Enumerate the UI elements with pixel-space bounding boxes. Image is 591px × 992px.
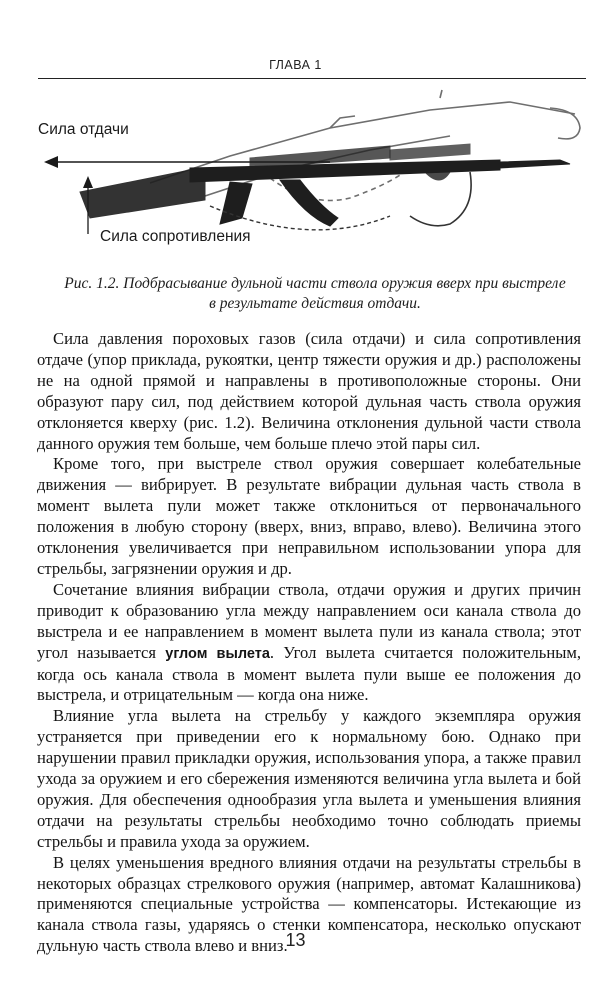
figure-caption xyxy=(60,274,570,314)
label-resistance-force: Сила сопротивления xyxy=(100,228,251,245)
resistance-arrow-head xyxy=(83,176,93,188)
caption-line-1: Рис. 1.2. Подбрасывание дульной части ствола оружия вверх при выстреле xyxy=(64,275,566,292)
running-head-chapter: ГЛАВА 1 xyxy=(269,58,322,72)
page-number: 13 xyxy=(285,930,306,950)
paragraph-5: В целях уменьшения вредного влияния отдачи на результаты стрельбы в некоторых образцах стрелкового оружия (например, автомат Калашникова) применяются специальные устройства — компенсаторы. Истекающие из канала ствола газы, ударяясь о стенки компенсатора, несколько опускают дульную часть ствола влево и вниз. xyxy=(37,852,581,956)
paragraph-1: Сила давления пороховых газов (сила отдачи) и сила сопротивления отдаче (упор приклада, рукоятки, центр тяжести оружия и др.) расположены не на одной прямой и направлены в противоположные стороны. Они образуют пару сил, под действием которой дульная часть ствола оружия отклоняется кверху (рис. 1.2). Величина отклонения дульной части ствола данного оружия тем больше, чем больше плечо этой пары сил. xyxy=(37,329,581,453)
body-text xyxy=(37,329,581,957)
figure-rifle-recoil xyxy=(30,88,586,258)
recoil-arrow-head xyxy=(44,156,58,168)
tilted-rifle-drawing xyxy=(150,90,580,201)
paragraph-2: Кроме того, при выстреле ствол оружия совершает колебательные движения — вибрирует. В результате вибрации дульная часть ствола в момент вылета пули может также отклониться от первоначального положения в любую сторону (вверх, вниз, вправо, влево). Величина этого отклонения увеличивается при неправильном использовании упора для стрельбы, загрязнении оружия и др. xyxy=(37,454,581,578)
term-departure-angle: углом вылета xyxy=(165,645,270,662)
caption-line-2: в результате действия отдачи. xyxy=(209,295,421,312)
horizontal-rifle-drawing xyxy=(80,144,570,226)
header-rule xyxy=(38,78,586,79)
paragraph-3-start: Сочетание влияния вибрации ствола, отдачи оружия и других причин приводит к образованию угла между направлением оси канала ствола до выстрела и ее направлением в момент вылета пули из канала ствола; этот угол называется xyxy=(37,579,581,662)
paragraph-4: Влияние угла вылета на стрельбу у каждого экземпляра оружия устраняется при приведении его к нормальному бою. Однако при нарушении правил прикладки оружия, использования упора, а также правил ухода за оружием и его сбережения изменяются величина угла вылета и бой оружия. Для обеспечения однообразия угла вылета и уменьшения влияния отдачи на результаты стрельбы необходимо точно соблюдать приемы стрельбы и правила ухода за оружием. xyxy=(37,706,581,851)
paragraph-3 xyxy=(37,580,581,706)
label-recoil-force: Сила отдачи xyxy=(38,121,129,138)
paragraph-3-end: . Угол вылета считается положительным, когда ось канала ствола в момент вылета пули выше ее положения до выстрела, и отрицательным — когда она ниже. xyxy=(37,642,582,705)
